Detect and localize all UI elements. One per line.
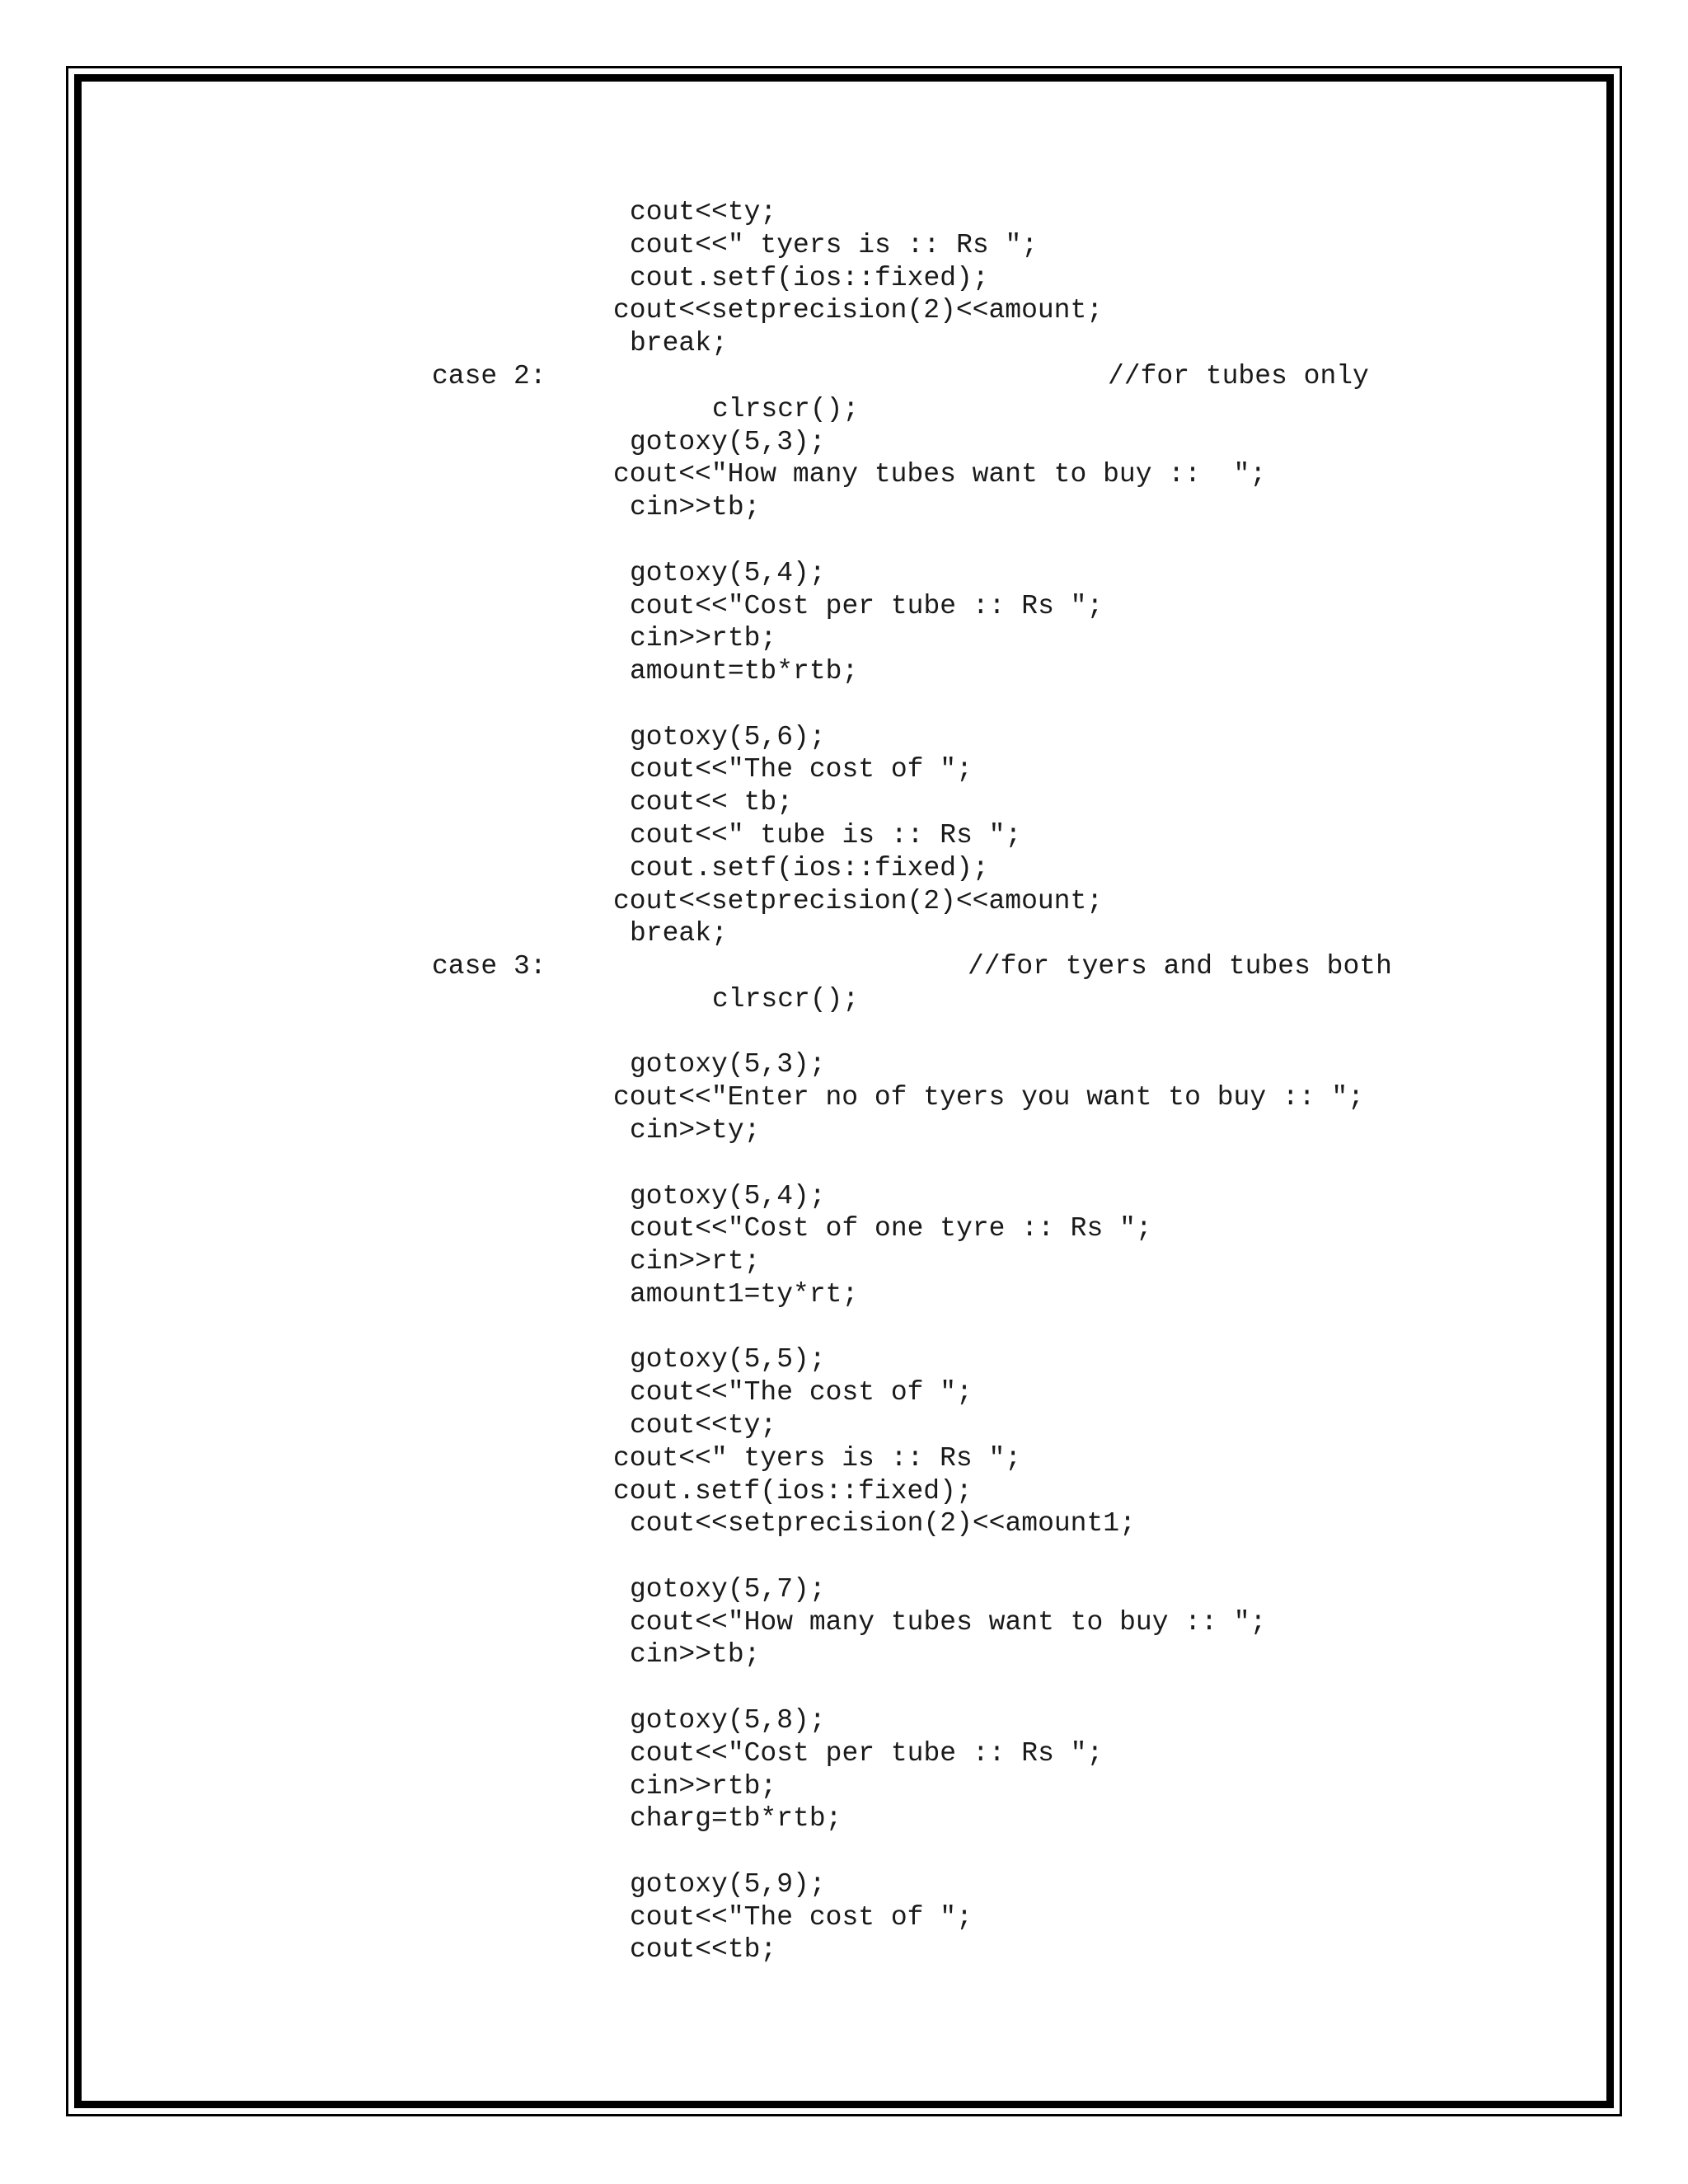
code-line: cout<<"Enter no of tyers you want to buy :: "; bbox=[613, 1082, 1364, 1113]
code-line: gotoxy(5,4); bbox=[630, 1181, 826, 1212]
code-line: gotoxy(5,7); bbox=[630, 1574, 826, 1605]
code-line: cout<<" tyers is :: Rs "; bbox=[613, 1443, 1022, 1474]
code-line: cout<<" tube is :: Rs "; bbox=[630, 820, 1022, 851]
code-line: cout.setf(ios::fixed); bbox=[630, 853, 989, 883]
code-line: cout<<tb; bbox=[630, 1934, 777, 1965]
code-line: cout<<ty; bbox=[630, 1410, 777, 1441]
code-line: case 3: bbox=[432, 951, 546, 982]
code-line: cout<<setprecision(2)<<amount; bbox=[613, 295, 1104, 326]
code-line: cin>>tb; bbox=[630, 492, 761, 523]
code-line: cout<<"Cost per tube :: Rs "; bbox=[630, 591, 1104, 621]
code-line: amount=tb*rtb; bbox=[630, 656, 859, 687]
code-line: cout.setf(ios::fixed); bbox=[613, 1476, 973, 1507]
code-line: cout<<ty; bbox=[630, 197, 777, 227]
code-line: cout<<"Cost of one tyre :: Rs "; bbox=[630, 1213, 1152, 1244]
code-line: cin>>rt; bbox=[630, 1246, 761, 1277]
code-line: cin>>rtb; bbox=[630, 623, 777, 654]
code-line: cout<< tb; bbox=[630, 787, 794, 818]
code-comment: //for tyers and tubes both bbox=[968, 951, 1392, 982]
code-line: cout.setf(ios::fixed); bbox=[630, 263, 989, 293]
code-line: cin>>ty; bbox=[630, 1115, 761, 1146]
code-line: cout<<" tyers is :: Rs "; bbox=[630, 230, 1039, 260]
code-line: amount1=ty*rt; bbox=[630, 1279, 859, 1310]
code-line: cout<<setprecision(2)<<amount; bbox=[613, 886, 1104, 916]
code-line: clrscr(); bbox=[712, 984, 860, 1015]
code-comment: //for tubes only bbox=[1108, 361, 1369, 391]
code-line: gotoxy(5,3); bbox=[630, 427, 826, 457]
code-line: gotoxy(5,5); bbox=[630, 1344, 826, 1375]
code-line: cin>>tb; bbox=[630, 1639, 761, 1670]
code-line: break; bbox=[630, 918, 728, 949]
code-line: cin>>rtb; bbox=[630, 1771, 777, 1802]
code-line: gotoxy(5,6); bbox=[630, 722, 826, 752]
code-line: break; bbox=[630, 328, 728, 359]
code-line: gotoxy(5,8); bbox=[630, 1705, 826, 1736]
code-line: charg=tb*rtb; bbox=[630, 1803, 842, 1834]
code-line: gotoxy(5,3); bbox=[630, 1049, 826, 1080]
code-line: cout<<"The cost of "; bbox=[630, 754, 973, 785]
code-line: cout<<setprecision(2)<<amount1; bbox=[630, 1508, 1136, 1539]
code-line: cout<<"The cost of "; bbox=[630, 1902, 973, 1933]
code-line: cout<<"How many tubes want to buy :: "; bbox=[613, 459, 1267, 490]
code-line: gotoxy(5,9); bbox=[630, 1869, 826, 1900]
code-line: case 2: bbox=[432, 361, 546, 391]
code-line: gotoxy(5,4); bbox=[630, 558, 826, 588]
code-line: cout<<"The cost of "; bbox=[630, 1377, 973, 1408]
code-line: clrscr(); bbox=[712, 394, 860, 424]
code-line: cout<<"How many tubes want to buy :: "; bbox=[630, 1607, 1267, 1638]
code-line: cout<<"Cost per tube :: Rs "; bbox=[630, 1738, 1104, 1769]
